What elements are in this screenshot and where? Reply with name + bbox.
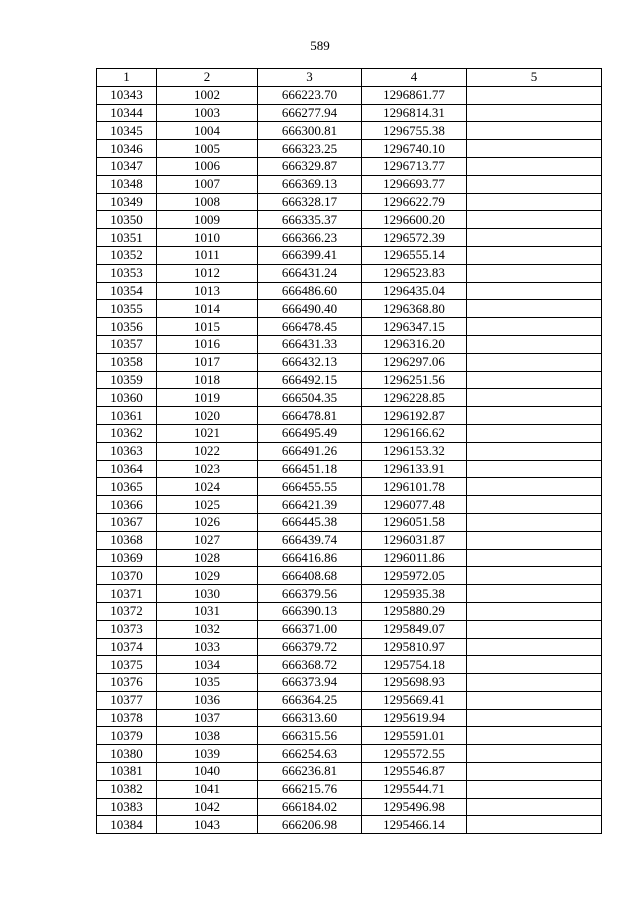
table-cell: 666445.38 bbox=[258, 513, 362, 531]
table-cell: 1002 bbox=[157, 86, 258, 104]
table-cell: 1296755.38 bbox=[362, 122, 467, 140]
table-cell: 1296713.77 bbox=[362, 157, 467, 175]
table-cell: 1296572.39 bbox=[362, 229, 467, 247]
table-cell: 10354 bbox=[97, 282, 157, 300]
table-cell: 1017 bbox=[157, 353, 258, 371]
table-cell bbox=[467, 86, 602, 104]
table-cell: 1014 bbox=[157, 300, 258, 318]
table-cell: 10369 bbox=[97, 549, 157, 567]
table-cell: 1295935.38 bbox=[362, 585, 467, 603]
table-cell: 10353 bbox=[97, 264, 157, 282]
table-row bbox=[97, 531, 602, 549]
table-cell: 10367 bbox=[97, 513, 157, 531]
table-cell bbox=[467, 567, 602, 585]
table-cell: 666371.00 bbox=[258, 620, 362, 638]
table-cell: 1039 bbox=[157, 745, 258, 763]
table-cell bbox=[467, 549, 602, 567]
table-cell: 666184.02 bbox=[258, 798, 362, 816]
table-cell: 1012 bbox=[157, 264, 258, 282]
table-cell: 1043 bbox=[157, 816, 258, 834]
table-cell: 10348 bbox=[97, 175, 157, 193]
table-cell bbox=[467, 691, 602, 709]
table-cell: 1018 bbox=[157, 371, 258, 389]
table-cell: 666491.26 bbox=[258, 442, 362, 460]
table-cell: 1296740.10 bbox=[362, 140, 467, 158]
table-cell: 1295496.98 bbox=[362, 798, 467, 816]
table-cell: 666478.81 bbox=[258, 407, 362, 425]
table-cell bbox=[467, 638, 602, 656]
table-cell: 10362 bbox=[97, 424, 157, 442]
table-cell: 10365 bbox=[97, 478, 157, 496]
page-number: 589 bbox=[310, 38, 330, 53]
table-cell: 1042 bbox=[157, 798, 258, 816]
table-cell: 666277.94 bbox=[258, 104, 362, 122]
table-cell bbox=[467, 229, 602, 247]
table-cell bbox=[467, 745, 602, 763]
table-cell: 666315.56 bbox=[258, 727, 362, 745]
table-cell: 1296555.14 bbox=[362, 246, 467, 264]
table-cell: 666431.24 bbox=[258, 264, 362, 282]
table-cell: 666455.55 bbox=[258, 478, 362, 496]
table-cell: 666364.25 bbox=[258, 691, 362, 709]
table-row bbox=[97, 567, 602, 585]
table-cell: 1004 bbox=[157, 122, 258, 140]
table-row bbox=[97, 709, 602, 727]
table-row bbox=[97, 424, 602, 442]
table-row bbox=[97, 620, 602, 638]
table-cell: 1036 bbox=[157, 691, 258, 709]
table-cell: 666504.35 bbox=[258, 389, 362, 407]
table-row bbox=[97, 798, 602, 816]
table-row bbox=[97, 246, 602, 264]
table-cell bbox=[467, 780, 602, 798]
table-cell: 1027 bbox=[157, 531, 258, 549]
table-cell: 1008 bbox=[157, 193, 258, 211]
column-header: 5 bbox=[467, 69, 602, 87]
table-cell: 1296101.78 bbox=[362, 478, 467, 496]
table-cell: 1296133.91 bbox=[362, 460, 467, 478]
table-body bbox=[97, 86, 602, 833]
table-cell bbox=[467, 496, 602, 514]
table-cell bbox=[467, 460, 602, 478]
table-cell: 10360 bbox=[97, 389, 157, 407]
table-cell: 10380 bbox=[97, 745, 157, 763]
table-row bbox=[97, 140, 602, 158]
table-cell: 10371 bbox=[97, 585, 157, 603]
table-row bbox=[97, 585, 602, 603]
table-row bbox=[97, 691, 602, 709]
table-cell: 1019 bbox=[157, 389, 258, 407]
table-cell: 10383 bbox=[97, 798, 157, 816]
table-cell bbox=[467, 318, 602, 336]
table-cell bbox=[467, 763, 602, 781]
table-cell: 1034 bbox=[157, 656, 258, 674]
table-cell: 1296368.80 bbox=[362, 300, 467, 318]
table-cell: 666223.70 bbox=[258, 86, 362, 104]
table-cell bbox=[467, 371, 602, 389]
table-cell: 1010 bbox=[157, 229, 258, 247]
table-cell: 10375 bbox=[97, 656, 157, 674]
table-cell: 666366.23 bbox=[258, 229, 362, 247]
table-cell: 1295810.97 bbox=[362, 638, 467, 656]
table-row bbox=[97, 335, 602, 353]
table-cell: 10358 bbox=[97, 353, 157, 371]
table-cell: 1295546.87 bbox=[362, 763, 467, 781]
table-row bbox=[97, 656, 602, 674]
table-cell: 1024 bbox=[157, 478, 258, 496]
table-cell: 1025 bbox=[157, 496, 258, 514]
table-cell: 666368.72 bbox=[258, 656, 362, 674]
table-row bbox=[97, 353, 602, 371]
table-cell: 1296316.20 bbox=[362, 335, 467, 353]
table-cell: 666379.72 bbox=[258, 638, 362, 656]
table-cell: 10379 bbox=[97, 727, 157, 745]
table-cell: 666254.63 bbox=[258, 745, 362, 763]
table-cell: 1011 bbox=[157, 246, 258, 264]
table-row bbox=[97, 763, 602, 781]
table-cell: 1295544.71 bbox=[362, 780, 467, 798]
table-cell: 10357 bbox=[97, 335, 157, 353]
table-cell: 666478.45 bbox=[258, 318, 362, 336]
table-cell: 1295698.93 bbox=[362, 674, 467, 692]
table-cell: 10364 bbox=[97, 460, 157, 478]
table-row bbox=[97, 264, 602, 282]
table-cell: 1296297.06 bbox=[362, 353, 467, 371]
table-cell bbox=[467, 175, 602, 193]
table-cell: 10374 bbox=[97, 638, 157, 656]
table-cell bbox=[467, 407, 602, 425]
table-cell: 1296693.77 bbox=[362, 175, 467, 193]
table-cell: 1032 bbox=[157, 620, 258, 638]
table-cell: 1296435.04 bbox=[362, 282, 467, 300]
column-header: 1 bbox=[97, 69, 157, 87]
table-cell bbox=[467, 602, 602, 620]
table-cell bbox=[467, 709, 602, 727]
table-cell bbox=[467, 264, 602, 282]
table-cell: 1296622.79 bbox=[362, 193, 467, 211]
table-cell: 1296814.31 bbox=[362, 104, 467, 122]
table-cell: 1020 bbox=[157, 407, 258, 425]
table-cell: 666399.41 bbox=[258, 246, 362, 264]
table-cell: 1295466.14 bbox=[362, 816, 467, 834]
table-row bbox=[97, 745, 602, 763]
table-cell: 10378 bbox=[97, 709, 157, 727]
table-cell: 1003 bbox=[157, 104, 258, 122]
table-row bbox=[97, 300, 602, 318]
table-cell: 1296347.15 bbox=[362, 318, 467, 336]
table-cell: 1029 bbox=[157, 567, 258, 585]
table-row bbox=[97, 816, 602, 834]
table-cell bbox=[467, 300, 602, 318]
table-cell: 10359 bbox=[97, 371, 157, 389]
table-cell: 10376 bbox=[97, 674, 157, 692]
table-cell: 666421.39 bbox=[258, 496, 362, 514]
table-cell: 1031 bbox=[157, 602, 258, 620]
table-cell bbox=[467, 513, 602, 531]
table-cell: 1296192.87 bbox=[362, 407, 467, 425]
table-cell bbox=[467, 727, 602, 745]
table-row bbox=[97, 229, 602, 247]
table-row bbox=[97, 478, 602, 496]
table-cell: 1006 bbox=[157, 157, 258, 175]
table-cell bbox=[467, 353, 602, 371]
table-cell bbox=[467, 122, 602, 140]
table-cell bbox=[467, 656, 602, 674]
table-cell: 1040 bbox=[157, 763, 258, 781]
table-cell bbox=[467, 104, 602, 122]
table-cell: 1296153.32 bbox=[362, 442, 467, 460]
table-cell: 666215.76 bbox=[258, 780, 362, 798]
table-cell bbox=[467, 674, 602, 692]
table-cell: 666373.94 bbox=[258, 674, 362, 692]
table-cell: 666490.40 bbox=[258, 300, 362, 318]
table-cell bbox=[467, 389, 602, 407]
table-cell: 666313.60 bbox=[258, 709, 362, 727]
table-cell: 1296031.87 bbox=[362, 531, 467, 549]
table-cell: 1023 bbox=[157, 460, 258, 478]
table-row bbox=[97, 674, 602, 692]
table-row bbox=[97, 407, 602, 425]
table-cell: 10384 bbox=[97, 816, 157, 834]
table-row bbox=[97, 211, 602, 229]
table-header-row bbox=[97, 69, 602, 87]
table-cell: 10372 bbox=[97, 602, 157, 620]
table-cell bbox=[467, 442, 602, 460]
table-row bbox=[97, 193, 602, 211]
table-cell: 1013 bbox=[157, 282, 258, 300]
table-row bbox=[97, 371, 602, 389]
table-cell: 1009 bbox=[157, 211, 258, 229]
table-row bbox=[97, 282, 602, 300]
table-row bbox=[97, 602, 602, 620]
table-cell bbox=[467, 585, 602, 603]
table-cell: 666416.86 bbox=[258, 549, 362, 567]
table-cell: 666432.13 bbox=[258, 353, 362, 371]
table-cell: 1296166.62 bbox=[362, 424, 467, 442]
table-cell: 1296228.85 bbox=[362, 389, 467, 407]
table-cell bbox=[467, 798, 602, 816]
table-row bbox=[97, 496, 602, 514]
table-cell: 1296051.58 bbox=[362, 513, 467, 531]
table-cell: 666451.18 bbox=[258, 460, 362, 478]
table-cell: 666486.60 bbox=[258, 282, 362, 300]
table-cell: 666369.13 bbox=[258, 175, 362, 193]
table-cell: 10349 bbox=[97, 193, 157, 211]
table-cell: 10355 bbox=[97, 300, 157, 318]
table-cell: 10368 bbox=[97, 531, 157, 549]
table-cell: 666390.13 bbox=[258, 602, 362, 620]
table-cell: 666328.17 bbox=[258, 193, 362, 211]
table-cell: 1295669.41 bbox=[362, 691, 467, 709]
table-cell: 10351 bbox=[97, 229, 157, 247]
table-cell: 10363 bbox=[97, 442, 157, 460]
table-cell: 10366 bbox=[97, 496, 157, 514]
table-cell: 10381 bbox=[97, 763, 157, 781]
table-cell: 666236.81 bbox=[258, 763, 362, 781]
table-cell: 10350 bbox=[97, 211, 157, 229]
table-cell: 666335.37 bbox=[258, 211, 362, 229]
table-cell: 10370 bbox=[97, 567, 157, 585]
table-cell bbox=[467, 478, 602, 496]
table-cell: 1021 bbox=[157, 424, 258, 442]
table-cell: 1296600.20 bbox=[362, 211, 467, 229]
table-cell: 1038 bbox=[157, 727, 258, 745]
table-cell: 1295572.55 bbox=[362, 745, 467, 763]
table-cell: 666492.15 bbox=[258, 371, 362, 389]
table-cell bbox=[467, 193, 602, 211]
table-cell: 1028 bbox=[157, 549, 258, 567]
column-header: 2 bbox=[157, 69, 258, 87]
table-row bbox=[97, 638, 602, 656]
table-cell bbox=[467, 531, 602, 549]
table-cell: 1295972.05 bbox=[362, 567, 467, 585]
table-cell: 1296011.86 bbox=[362, 549, 467, 567]
table-cell: 1030 bbox=[157, 585, 258, 603]
table-cell: 10347 bbox=[97, 157, 157, 175]
table-cell bbox=[467, 335, 602, 353]
table-row bbox=[97, 122, 602, 140]
table-cell: 10377 bbox=[97, 691, 157, 709]
column-header: 4 bbox=[362, 69, 467, 87]
table-row bbox=[97, 460, 602, 478]
table-cell: 1037 bbox=[157, 709, 258, 727]
table-cell: 1295754.18 bbox=[362, 656, 467, 674]
table-cell: 666439.74 bbox=[258, 531, 362, 549]
table-row bbox=[97, 727, 602, 745]
table-cell: 1296861.77 bbox=[362, 86, 467, 104]
table-cell: 666431.33 bbox=[258, 335, 362, 353]
table-row bbox=[97, 318, 602, 336]
coordinates-table bbox=[96, 68, 602, 834]
table-cell: 1296251.56 bbox=[362, 371, 467, 389]
table-cell: 10373 bbox=[97, 620, 157, 638]
table-cell: 666495.49 bbox=[258, 424, 362, 442]
table-cell: 1016 bbox=[157, 335, 258, 353]
table-cell: 10356 bbox=[97, 318, 157, 336]
table-cell: 666206.98 bbox=[258, 816, 362, 834]
table-cell: 1296523.83 bbox=[362, 264, 467, 282]
table-row bbox=[97, 104, 602, 122]
table-cell: 666379.56 bbox=[258, 585, 362, 603]
table-cell: 10346 bbox=[97, 140, 157, 158]
table-cell: 1015 bbox=[157, 318, 258, 336]
table-row bbox=[97, 86, 602, 104]
table-cell bbox=[467, 140, 602, 158]
table-cell: 666300.81 bbox=[258, 122, 362, 140]
table-cell bbox=[467, 816, 602, 834]
table-row bbox=[97, 389, 602, 407]
table-cell: 1005 bbox=[157, 140, 258, 158]
table-cell: 10382 bbox=[97, 780, 157, 798]
table-cell bbox=[467, 246, 602, 264]
table-row bbox=[97, 442, 602, 460]
table-cell bbox=[467, 282, 602, 300]
table-cell bbox=[467, 424, 602, 442]
table-cell: 666408.68 bbox=[258, 567, 362, 585]
table-cell: 1296077.48 bbox=[362, 496, 467, 514]
column-header: 3 bbox=[258, 69, 362, 87]
table-row bbox=[97, 175, 602, 193]
table-cell: 10344 bbox=[97, 104, 157, 122]
table-row bbox=[97, 780, 602, 798]
table-cell: 10352 bbox=[97, 246, 157, 264]
table-cell: 1033 bbox=[157, 638, 258, 656]
table-cell: 1295849.07 bbox=[362, 620, 467, 638]
table-cell bbox=[467, 211, 602, 229]
table-cell: 10345 bbox=[97, 122, 157, 140]
table-row bbox=[97, 157, 602, 175]
table-cell: 1007 bbox=[157, 175, 258, 193]
table-cell: 1035 bbox=[157, 674, 258, 692]
table-cell: 10361 bbox=[97, 407, 157, 425]
table-cell: 1041 bbox=[157, 780, 258, 798]
table-cell: 666329.87 bbox=[258, 157, 362, 175]
table-cell: 1295591.01 bbox=[362, 727, 467, 745]
table-cell: 666323.25 bbox=[258, 140, 362, 158]
table-cell: 1295619.94 bbox=[362, 709, 467, 727]
table-cell bbox=[467, 157, 602, 175]
table-row bbox=[97, 513, 602, 531]
table-row bbox=[97, 549, 602, 567]
table-cell: 1026 bbox=[157, 513, 258, 531]
table-cell bbox=[467, 620, 602, 638]
table-cell: 10343 bbox=[97, 86, 157, 104]
table-cell: 1022 bbox=[157, 442, 258, 460]
table-cell: 1295880.29 bbox=[362, 602, 467, 620]
